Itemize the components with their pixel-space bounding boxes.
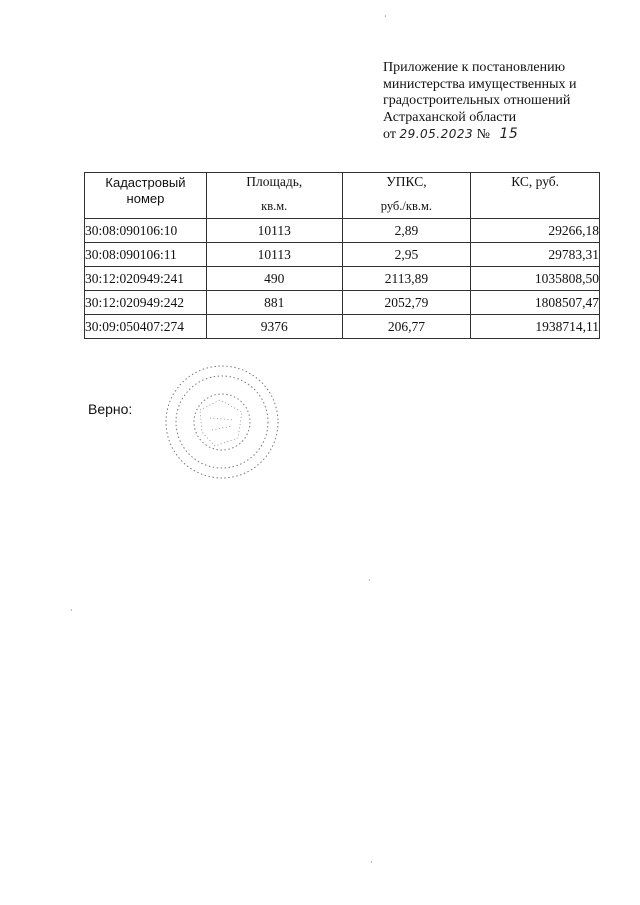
- table-row: [85, 315, 600, 339]
- appendix-header: [383, 60, 623, 144]
- number-sign: №: [476, 127, 491, 142]
- cell-cadastral: 30:12:020949:242: [85, 291, 207, 315]
- cell-cadastral: 30:08:090106:11: [85, 243, 207, 267]
- header-area-title: Площадь,: [246, 174, 303, 189]
- official-stamp: [160, 360, 285, 485]
- table-row: [85, 219, 600, 243]
- header-area-unit: кв.м.: [261, 199, 288, 213]
- table-row: [85, 243, 600, 267]
- cell-area: 10113: [206, 243, 342, 267]
- cell-ks: 1938714,11: [471, 315, 600, 339]
- cell-cadastral: 30:08:090106:10: [85, 219, 207, 243]
- header-cadastral: [85, 173, 207, 219]
- table-row: [85, 267, 600, 291]
- table-header-row: [85, 173, 600, 219]
- cell-upks: 2,95: [342, 243, 471, 267]
- appendix-line: министерства имущественных и: [383, 76, 577, 92]
- page-speck: ·: [370, 858, 373, 867]
- date-prefix: от: [383, 127, 396, 142]
- header-upks-unit: руб./кв.м.: [380, 199, 433, 213]
- cell-ks: 29783,31: [471, 243, 600, 267]
- cadastral-table: [84, 172, 600, 339]
- cell-ks: 29266,18: [471, 219, 600, 243]
- appendix-line: градостроительных отношений: [383, 93, 571, 108]
- number-handwritten: 15: [499, 126, 519, 142]
- page-speck: ·: [70, 606, 73, 615]
- header-ks-text: КС, руб.: [511, 174, 560, 189]
- header-area: [206, 173, 342, 219]
- cell-ks: 1035808,50: [471, 267, 600, 291]
- appendix-date-line: [383, 126, 623, 144]
- appendix-line: Астраханской области: [383, 109, 517, 125]
- cell-cadastral: 30:09:050407:274: [85, 315, 207, 339]
- cell-area: 10113: [206, 219, 342, 243]
- header-upks-title: УПКС,: [386, 174, 427, 189]
- verno-label: Верно:: [88, 401, 133, 417]
- cell-upks: 206,77: [342, 315, 471, 339]
- cell-upks: 2113,89: [342, 267, 471, 291]
- cell-area: 9376: [206, 315, 342, 339]
- page-speck: ·: [384, 12, 387, 21]
- cell-upks: 2,89: [342, 219, 471, 243]
- date-handwritten: 29.05.2023: [399, 127, 474, 141]
- cell-ks: 1808507,47: [471, 291, 600, 315]
- appendix-line: Приложение к постановлению: [383, 60, 566, 75]
- header-upks: [342, 173, 471, 219]
- header-ks: [471, 173, 600, 219]
- cell-upks: 2052,79: [342, 291, 471, 315]
- cell-area: 490: [206, 267, 342, 291]
- header-cadastral-text: Кадастровый номер: [105, 175, 186, 206]
- table-row: [85, 291, 600, 315]
- page-speck: ·: [368, 576, 371, 585]
- cell-area: 881: [206, 291, 342, 315]
- cell-cadastral: 30:12:020949:241: [85, 267, 207, 291]
